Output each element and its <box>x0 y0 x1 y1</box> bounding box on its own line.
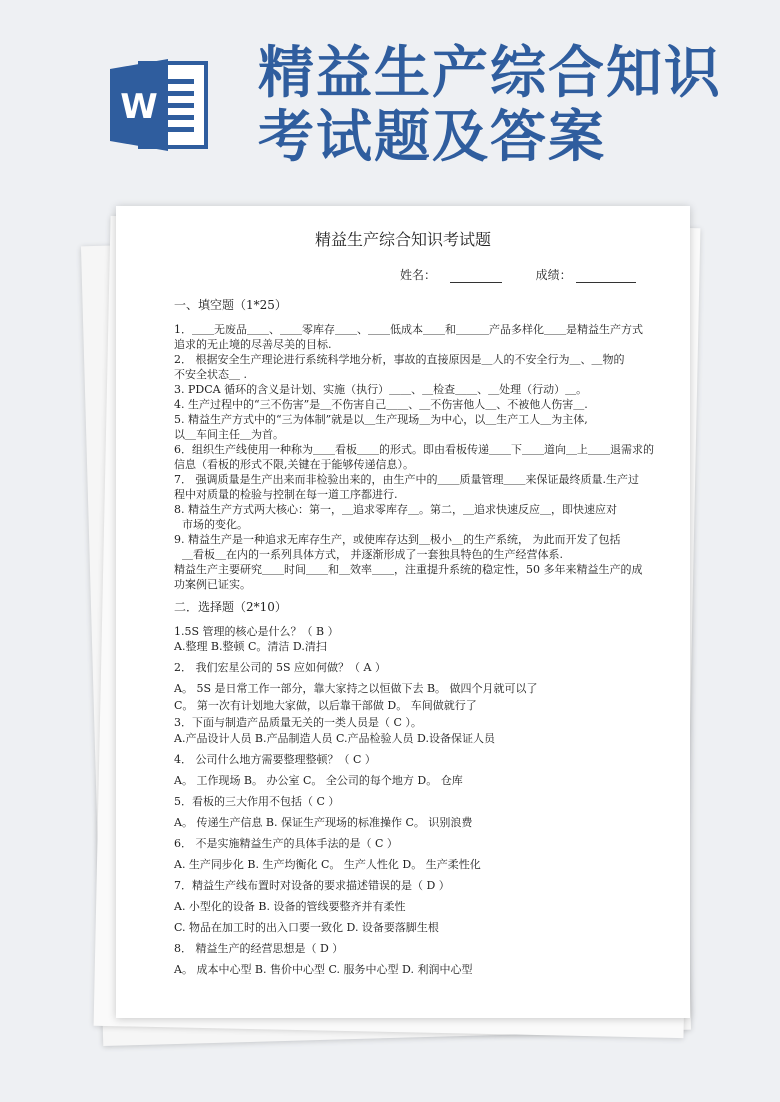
choice-line: 8． 精益生产的经营思想是（ D ） <box>174 942 344 955</box>
choice-line: 4． 公司什么地方需要整理整顿？（ C ） <box>174 753 376 766</box>
choice-line: C。 第一次有计划地大家做，以后靠干部做 D。 车间做就行了 <box>174 699 477 712</box>
fill-line: 功案例已证实。 <box>174 578 251 591</box>
fill-line: 9. 精益生产是一种追求无库存生产，或使库存达到＿极小＿的生产系统， 为此而开发了包括 <box>174 533 621 546</box>
choice-line: 3．下面与制造产品质量无关的一类人员是（ C ）。 <box>174 716 422 729</box>
fill-line: 不安全状态＿ . <box>174 368 247 381</box>
choice-line: 5．看板的三大作用不包括（ C ） <box>174 795 340 808</box>
page-title <box>258 42 722 170</box>
fill-line: 程中对质量的检验与控制在每一道工序都进行. <box>174 488 398 501</box>
svg-text:W: W <box>120 87 158 127</box>
fill-line: ＿看板＿在内的一系列具体方式， 并逐渐形成了一套独具特色的生产经营体系. <box>182 548 563 561</box>
name-score-row <box>400 268 636 283</box>
choice-line: C. 物品在加工时的出入口要一致化 D. 设备要落脚生根 <box>174 921 439 934</box>
fill-line: 以＿车间主任＿为首。 <box>174 428 284 441</box>
choice-line: 6． 不是实施精益生产的具体手法的是（ C ） <box>174 837 398 850</box>
choice-line: A。 传递生产信息 B. 保证生产现场的标准操作 C。 识别浪费 <box>174 816 473 829</box>
word-document-icon <box>110 55 212 155</box>
fill-line: 2． 根据安全生产理论进行系统科学地分析，事故的直接原因是＿人的不安全行为＿、＿物的 <box>174 353 625 366</box>
fill-line: 追求的无止境的尽善尽美的目标. <box>174 338 332 351</box>
section-fill-in: 一、填空题（1*25） <box>174 298 287 312</box>
fill-line: 6．组织生产线使用一种称为＿＿看板＿＿的形式。即由看板传递＿＿下＿＿道向＿上＿＿退需求的 <box>174 443 654 456</box>
title-line-2: 考试题及答案 <box>258 105 606 170</box>
fill-line: 1．＿＿无废品＿＿、＿＿零库存＿＿、＿＿低成本＿＿和＿＿＿产品多样化＿＿是精益生产方式 <box>174 323 643 336</box>
exam-title: 精益生产综合知识考试题 <box>314 230 491 249</box>
score-blank <box>576 270 636 283</box>
choice-line: 1.5S 管理的核心是什么？（ B ） <box>174 625 339 638</box>
choice-line: A. 生产同步化 B. 生产均衡化 C。 生产人性化 D。 生产柔性化 <box>174 858 481 871</box>
choice-line: 7．精益生产线布置时对设备的要求描述错误的是（ D ） <box>174 879 450 892</box>
name-blank <box>450 270 502 283</box>
score-label: 成绩： <box>535 268 572 282</box>
choice-line: A.产品设计人员 B.产品制造人员 C.产品检验人员 D.设备保证人员 <box>174 732 495 745</box>
choice-line: A。 工作现场 B。 办公室 C。 全公司的每个地方 D。 仓库 <box>174 774 463 787</box>
choice-line: A。 成本中心型 B. 售价中心型 C. 服务中心型 D. 利润中心型 <box>174 963 473 976</box>
fill-line: 市场的变化。 <box>182 518 248 531</box>
fill-line: 4. 生产过程中的“三不伤害”是＿不伤害自己＿＿、＿不伤害他人＿、不被他人伤害＿. <box>174 398 588 411</box>
choice-line: 2． 我们宏星公司的 5S 应如何做？（ A ） <box>174 661 386 674</box>
section-choice: 二．选择题（2*10） <box>174 600 287 614</box>
fill-line: 精益生产主要研究＿＿时间＿＿和＿效率＿＿，注重提升系统的稳定性，50 多年来精益生产的成 <box>174 563 643 576</box>
fill-line: 7． 强调质量是生产出来而非检验出来的，由生产中的＿＿质量管理＿＿来保证最终质量.生产过 <box>174 473 639 486</box>
fill-line: 8. 精益生产方式两大核心：第一，＿追求零库存＿。第二，＿追求快速反应＿，即快速应对 <box>174 503 617 516</box>
fill-line: 信息（看板的形式不限,关键在于能够传递信息）。 <box>174 458 414 471</box>
fill-line: 5. 精益生产方式中的“三为体制”就是以＿生产现场＿为中心，以＿生产工人＿为主体, <box>174 413 588 426</box>
title-line-1: 精益生产综合知识 <box>258 41 722 106</box>
fill-line: 3. PDCA 循环的含义是计划、实施（执行）＿＿、＿检查＿＿、＿处理（行动）＿。 <box>174 383 588 396</box>
choice-line: A. 小型化的设备 B. 设备的管线要整齐并有柔性 <box>174 900 406 913</box>
choice-line: A.整理 B.整顿 C。清洁 D.清扫 <box>174 640 327 653</box>
header <box>0 0 780 200</box>
exam-paper <box>116 206 690 1018</box>
name-label: 姓名： <box>400 268 437 282</box>
choice-line: A。 5S 是日常工作一部分，靠大家持之以恒做下去 B。 做四个月就可以了 <box>174 682 538 695</box>
